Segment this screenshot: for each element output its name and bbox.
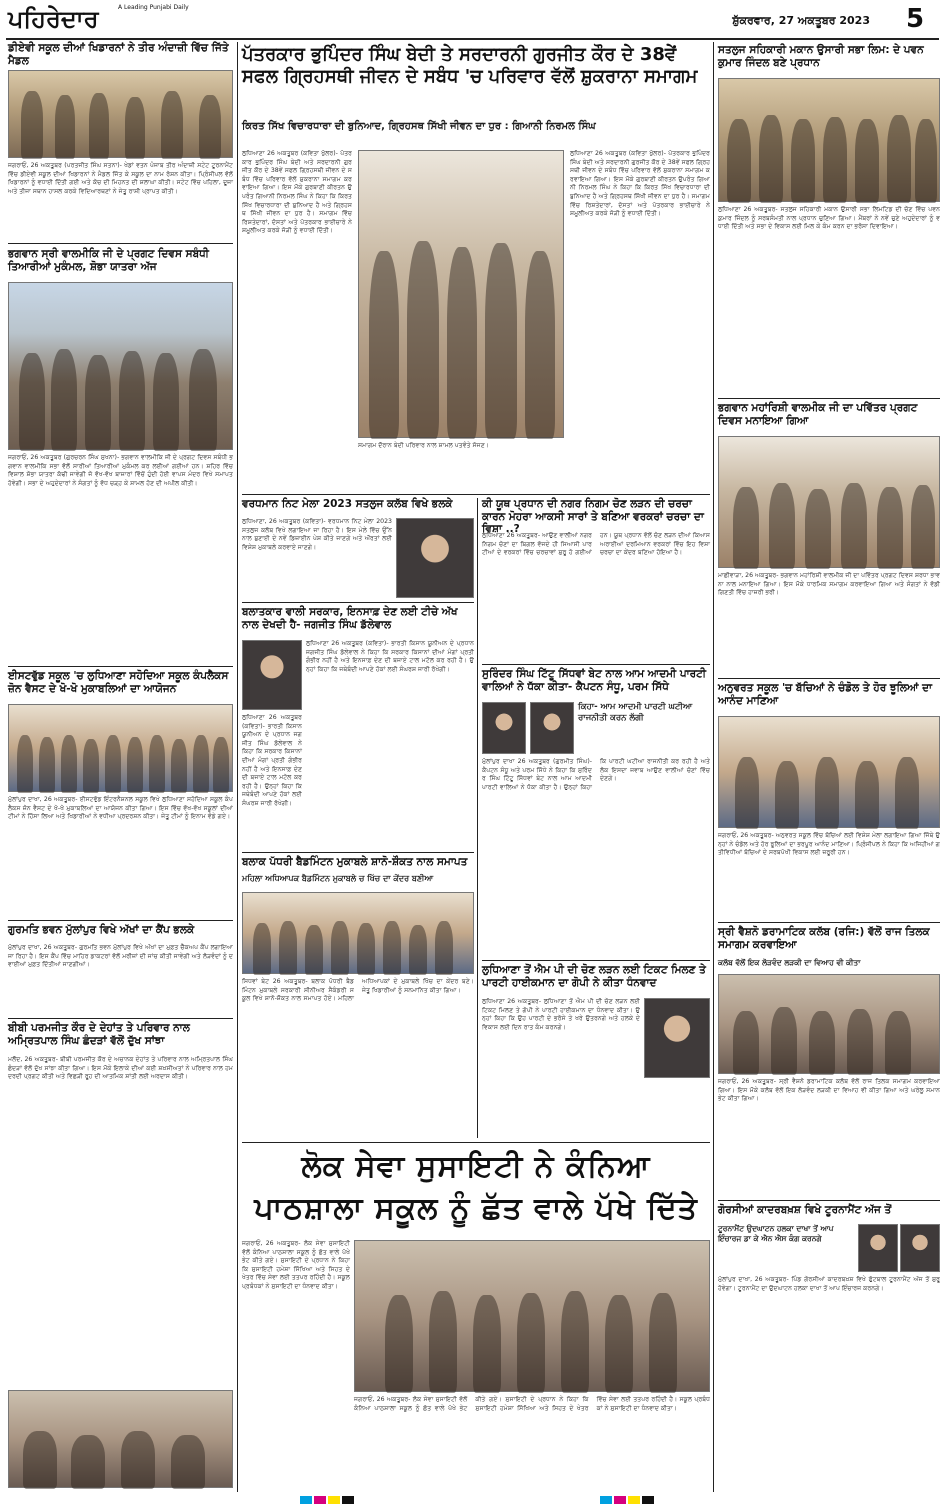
divider [482,664,710,665]
body-lead-story-col2: ਲੁਧਿਆਣਾ 26 ਅਕਤੂਬਰ (ਕਵਿਤਾ ਖੁੱਲਰ)- ਪੱਤਰਕਾਰ ਭੁਪਿੰਦਰ ਸਿੰਘ ਬੇਦੀ ਅਤੇ ਸਰਦਾਰਨੀ ਗੁਰਜੀਤ ਕੌਰ ਦੇ 38ਵੇਂ ਸਫਲ ਗ੍ਰਿਹਸਥੀ ਜੀਵਨ ਦੇ ਸਬੰਧ ਵਿੱਚ ਪਰਿਵਾਰ ਵੱਲੋਂ ਸ਼ੁਕਰਾਨਾ ਸਮਾਗਮ ਕਰਵਾਇਆ ਗਿਆ। ਇਸ ਮੌਕੇ ਗੁਰਬਾਣੀ ਕੀਰਤਨ ਉਪਰੰਤ ਗਿਆਨੀ ਨਿਰਮਲ ਸਿੰਘ ਨੇ ਕਿਹਾ ਕਿ ਕਿਰਤ ਸਿੱਖ ਵਿਚਾਰਧਾਰਾ ਦੀ ਬੁਨਿਆਦ ਹੈ ਅਤੇ ਗ੍ਰਿਹਸਥ ਸਿੱਖੀ ਜੀਵਨ ਦਾ ਧੁਰ ਹੈ। ਸਮਾਗਮ ਵਿੱਚ ਰਿਸ਼ਤੇਦਾਰਾਂ, ਦੋਸਤਾਂ ਅਤੇ ਪੱਤਰਕਾਰ ਭਾਈਚਾਰੇ ਨੇ ਸ਼ਮੂਲੀਅਤ ਕਰਕੇ ਜੋੜੀ ਨੂੰ ਵਧਾਈ ਦਿੱਤੀ। [570,150,710,218]
divider [242,1142,710,1143]
headline-condolence: ਬੀਬੀ ਪਰਮਜੀਤ ਕੌਰ ਦੇ ਦੇਹਾਂਤ ਤੇ ਪਰਿਵਾਰ ਨਾਲ ਅਮ੍ਰਿਤਪਾਲ ਸਿੰਘ ਛੰਦੜਾਂ ਵੱਲੋਂ ਦੁੱਖ ਸਾਂਝਾ [8,1022,190,1047]
headline-gopi: ਲੁਧਿਆਣਾ ਤੋਂ ਐਮ ਪੀ ਦੀ ਚੋਣ ਲੜਨ ਲਈ ਟਿਕਟ ਮਿਲਣ ਤੇ ਪਾਰਟੀ ਹਾਈਕਮਾਨ ਦਾ ਗੋਪੀ ਨੇ ਕੀਤਾ ਧੰਨਵਾਦ [482,964,706,989]
divider [718,678,940,679]
issue-date: ਸ਼ੁੱਕਰਵਾਰ, 27 ਅਕਤੂਬਰ 2023 [732,14,870,27]
photo-satluj-society [718,78,940,202]
headline-vaishno-club: ਸ੍ਰੀ ਵੈਸ਼ਨੋ ਡਰਾਮਾਟਿਕ ਕਲੱਬ (ਰਜਿ:) ਵੱਲੋਂ ਰਾਜ ਤਿਲਕ ਸਮਾਗਮ ਕਰਵਾਇਆ [718,926,930,951]
print-color-bar [600,1496,612,1504]
photo-badminton [242,892,474,974]
divider [8,243,233,244]
photo-vaishno-club [718,974,940,1074]
photo-gopi [644,998,710,1078]
photo-lead-story [358,150,564,438]
masthead-tagline: A Leading Punjabi Daily [118,4,189,11]
headline-tournament: ਗੋਰਸੀਆਂ ਕਾਦਰਬਖ਼ਸ਼ ਵਿਖੇ ਟੂਰਨਾਮੈਂਟ ਅੱਜ ਤੋਂ [718,1204,892,1216]
photo-condolence [8,1390,233,1488]
divider [482,960,710,961]
photo-tournament-2 [900,1224,940,1272]
body-valmiki-celebration: ਮਾਛੀਵਾੜਾ, 26 ਅਕਤੂਬਰ- ਭਗਵਾਨ ਮਹਾਂਰਿਸ਼ੀ ਵਾਲਮੀਕ ਜੀ ਦਾ ਪਵਿੱਤਰ ਪ੍ਰਗਟ ਦਿਵਸ ਸ਼ਰਧਾ ਭਾਵਨਾ ਨਾਲ ਮਨਾਇਆ ਗਿਆ। ਇਸ ਮੌਕੇ ਧਾਰਮਿਕ ਸਮਾਗਮ ਕਰਵਾਇਆ ਗਿਆ ਅਤੇ ਸੰਗਤਾਂ ਨੇ ਵੱਡੀ ਗਿਣਤੀ ਵਿੱਚ ਹਾਜ਼ਰੀ ਭਰੀ। [718,572,940,597]
divider [242,852,474,853]
caption-lead-story: ਸਮਾਗਮ ਦੌਰਾਨ ਬੇਦੀ ਪਰਿਵਾਰ ਨਾਲ ਸ਼ਾਮਲ ਪਤਵੰਤੇ ਸੱਜਣ। [358,442,489,449]
column-divider [477,498,478,1138]
headline-valmiki-celebration: ਭਗਵਾਨ ਮਹਾਂਰਿਸ਼ੀ ਵਾਲਮੀਕ ਜੀ ਦਾ ਪਵਿੱਤਰ ਪ੍ਰਗਟ ਦਿਵਸ ਮਨਾਇਆ ਗਿਆ [718,402,918,427]
body-eastwood-khokho: ਮੁੱਲਾਂਪੁਰ ਦਾਖਾ, 26 ਅਕਤੂਬਰ- ਈਸਟਵੁੱਡ ਇੰਟਰਨੈਸ਼ਨਲ ਸਕੂਲ ਵਿਖੇ ਲੁਧਿਆਣਾ ਸਹੋਦਿਆ ਸਕੂਲ ਕੰਪਲੈਕਸ ਜ਼ੋਨ ਵੈਸਟ ਦੇ ਖੋ-ਖੋ ਮੁਕਾਬਲਿਆਂ ਦਾ ਆਯੋਜਨ ਕੀਤਾ ਗਿਆ। ਇਸ ਵਿੱਚ ਵੱਖ-ਵੱਖ ਸਕੂਲਾਂ ਦੀਆਂ ਟੀਮਾਂ ਨੇ ਹਿੱਸਾ ਲਿਆ ਅਤੇ ਖਿਡਾਰੀਆਂ ਨੇ ਵਧੀਆ ਪ੍ਰਦਰਸ਼ਨ ਕੀਤਾ। ਜੇਤੂ ਟੀਮਾਂ ਨੂੰ ਇਨਾਮ ਵੰਡੇ ਗਏ। [8,796,233,821]
headline-anuvrat-school: ਅਨੁਵਰਤ ਸਕੂਲ 'ਚ ਬੱਚਿਆਂ ਨੇ ਚੰਡੋਲ ਤੇ ਹੋਰ ਝੂਲਿਆਂ ਦਾ ਆਨੰਦ ਮਾਣਿਆ [718,682,933,707]
print-color-bar [314,1496,326,1504]
masthead-rule [6,38,939,40]
photo-valmiki-prep [8,282,233,450]
headline-fans-donation: ਲੋਕ ਸੇਵਾ ਸੁਸਾਇਟੀ ਨੇ ਕੰਨਿਆ ਪਾਠਸ਼ਾਲਾ ਸਕੂਲ ਨੂੰ ਛੱਤ ਵਾਲੇ ਪੱਖੇ ਦਿੱਤੇ [254,1149,698,1226]
print-color-bar [300,1496,312,1504]
body-dav-archery: ਜਗਰਾਓਂ, 26 ਅਕਤੂਬਰ (ਪਰਤਜੀਤ ਸਿੰਘ ਸਤਨਾ)- ਖੇਡਾਂ ਵਤਨ ਪੰਜਾਬ ਤੀਰ ਅੰਦਾਜ਼ੀ ਸਟੇਟ ਟੂਰਨਾਮੈਂਟ ਵਿੱਚ ਡੀਏਵੀ ਸਕੂਲ ਦੀਆਂ ਖਿਡਾਰਨਾਂ ਨੇ ਮੈਡਲ ਜਿੱਤ ਕੇ ਸਕੂਲ ਦਾ ਨਾਮ ਰੋਸ਼ਨ ਕੀਤਾ। ਪ੍ਰਿੰਸੀਪਲ ਵੱਲੋਂ ਖਿਡਾਰਨਾਂ ਨੂੰ ਵਧਾਈ ਦਿੱਤੀ ਗਈ ਅਤੇ ਕੋਚ ਦੀ ਮਿਹਨਤ ਦੀ ਸ਼ਲਾਘਾ ਕੀਤੀ। ਸਟੇਟ ਵਿੱਚ ਪਹਿਲਾ, ਦੂਜਾ ਅਤੇ ਤੀਜਾ ਸਥਾਨ ਹਾਸਲ ਕਰਕੇ ਵਿਦਿਆਰਥਣਾਂ ਨੇ ਜੇਤੂ ਰਾਸ਼ੀ ਪ੍ਰਾਪਤ ਕੀਤੀ। [8,162,233,195]
body-gopi: ਲੁਧਿਆਣਾ 26 ਅਕਤੂਬਰ- ਲੁਧਿਆਣਾ ਤੋਂ ਐਮ ਪੀ ਦੀ ਚੋਣ ਲੜਨ ਲਈ ਟਿਕਟ ਮਿਲਣ ਤੇ ਗੋਪੀ ਨੇ ਪਾਰਟੀ ਹਾਈਕਮਾਨ ਦਾ ਧੰਨਵਾਦ ਕੀਤਾ। ਉਨ੍ਹਾਂ ਕਿਹਾ ਕਿ ਉਹ ਪਾਰਟੀ ਦੇ ਭਰੋਸੇ ਤੇ ਖਰੇ ਉਤਰਨਗੇ ਅਤੇ ਹਲਕੇ ਦੇ ਵਿਕਾਸ ਲਈ ਦਿਨ ਰਾਤ ਕੰਮ ਕਰਨਗੇ। [482,998,640,1031]
headline-dallewal: ਬਲਾਤਕਾਰ ਵਾਲੀ ਸਰਕਾਰ, ਇਨਸਾਫ਼ ਦੇਣ ਲਈ ਟੀਚੇ ਅੱਖ ਨਾਲ ਦੇਖਦੀ ਹੈ- ਜਗਜੀਤ ਸਿੰਘ ਡੱਲੇਵਾਲ [242,606,458,631]
headline-satluj-society: ਸਤਲੁਜ ਸਹਿਕਾਰੀ ਮਕਾਨ ਉਸਾਰੀ ਸਭਾ ਲਿਮ: ਦੇ ਪਵਨ ਕੁਮਾਰ ਜਿੰਦਲ ਬਣੇ ਪ੍ਰਧਾਨ [718,44,924,69]
photo-tournament-1 [858,1224,898,1272]
subhead-vaishno-club: ਕਲੱਬ ਵੱਲੋਂ ਇਕ ਲੋੜਵੰਦ ਲੜਕੀ ਦਾ ਵਿਆਹ ਵੀ ਕੀਤਾ [718,958,861,967]
divider [718,1200,940,1201]
subhead-lead-story: ਕਿਰਤ ਸਿੱਖ ਵਿਚਾਰਧਾਰਾ ਦੀ ਬੁਨਿਆਦ, ਗ੍ਰਿਹਸਥ ਸਿੱਖੀ ਜੀਵਨ ਦਾ ਧੁਰ : ਗਿਆਨੀ ਨਿਰਮਲ ਸਿੰਘ [242,121,596,132]
print-color-bar [342,1496,354,1504]
photo-anuvrat-school [718,716,940,828]
divider [242,602,474,603]
body-fans-donation: ਜਗਰਾਓਂ, 26 ਅਕਤੂਬਰ- ਲੋਕ ਸੇਵਾ ਸੁਸਾਇਟੀ ਵੱਲੋਂ ਕੰਨਿਆ ਪਾਠਸ਼ਾਲਾ ਸਕੂਲ ਨੂੰ ਛੱਤ ਵਾਲੇ ਪੱਖੇ ਭੇਟ ਕੀਤੇ ਗਏ। ਸੁਸਾਇਟੀ ਦੇ ਪ੍ਰਧਾਨ ਨੇ ਕਿਹਾ ਕਿ ਸੁਸਾਇਟੀ ਹਮੇਸ਼ਾ ਸਿੱਖਿਆ ਅਤੇ ਸਿਹਤ ਦੇ ਖੇਤਰ ਵਿੱਚ ਸੇਵਾ ਲਈ ਤਤਪਰ ਰਹਿੰਦੀ ਹੈ। ਸਕੂਲ ਪ੍ਰਬੰਧਕਾਂ ਨੇ ਸੁਸਾਇਟੀ ਦਾ ਧੰਨਵਾਦ ਕੀਤਾ। [354,1396,710,1412]
divider [8,1018,233,1019]
print-color-bar [328,1496,340,1504]
divider [8,666,233,667]
body-dallewal-cont: ਲੁਧਿਆਣਾ 26 ਅਕਤੂਬਰ (ਕਵਿਤਾ)- ਭਾਰਤੀ ਕਿਸਾਨ ਯੂਨੀਅਨ ਦੇ ਪ੍ਰਧਾਨ ਜਗਜੀਤ ਸਿੰਘ ਡੱਲੇਵਾਲ ਨੇ ਕਿਹਾ ਕਿ ਸਰਕਾਰ ਕਿਸਾਨਾਂ ਦੀਆਂ ਮੰਗਾਂ ਪ੍ਰਤੀ ਗੰਭੀਰ ਨਹੀਂ ਹੈ ਅਤੇ ਇਨਸਾਫ਼ ਦੇਣ ਦੀ ਬਜਾਏ ਟਾਲ ਮਟੋਲ ਕਰ ਰਹੀ ਹੈ। ਉਨ੍ਹਾਂ ਕਿਹਾ ਕਿ ਜਥੇਬੰਦੀ ਆਪਣੇ ਹੱਕਾਂ ਲਈ ਸੰਘਰਸ਼ ਜਾਰੀ ਰੱਖੇਗੀ। [242,714,302,807]
divider [8,920,233,921]
body-knit-mela: ਲੁਧਿਆਣਾ, 26 ਅਕਤੂਬਰ (ਕਵਿਤਾ)- ਵਰਧਮਾਨ ਨਿਟ ਮੇਲਾ 2023 ਸਤਲੁਜ ਕਲੱਬ ਵਿਖੇ ਲਗਾਇਆ ਜਾ ਰਿਹਾ ਹੈ। ਇਸ ਮੇਲੇ ਵਿੱਚ ਉੱਨ ਨਾਲ ਬੁਣਾਈ ਦੇ ਨਵੇਂ ਡਿਜ਼ਾਈਨ ਪੇਸ਼ ਕੀਤੇ ਜਾਣਗੇ ਅਤੇ ਔਰਤਾਂ ਲਈ ਵਿਸ਼ੇਸ਼ ਮੁਕਾਬਲੇ ਕਰਵਾਏ ਜਾਣਗੇ। [242,518,392,551]
body-valmiki-prep: ਜਗਰਾਓਂ, 26 ਅਕਤੂਬਰ (ਗੁਰਚਰਨ ਸਿੰਘ ਸੁਖਨਾ)- ਭਗਵਾਨ ਵਾਲਮੀਕਿ ਜੀ ਦੇ ਪ੍ਰਗਟ ਦਿਵਸ ਸਬੰਧੀ ਭਗਵਾਨ ਵਾਲਮੀਕਿ ਸਭਾ ਵੱਲੋਂ ਸਾਰੀਆਂ ਤਿਆਰੀਆਂ ਮੁਕੰਮਲ ਕਰ ਲਈਆਂ ਗਈਆਂ ਹਨ। ਸ਼ਹਿਰ ਵਿੱਚ ਵਿਸ਼ਾਲ ਸ਼ੋਭਾ ਯਾਤਰਾ ਕੱਢੀ ਜਾਵੇਗੀ ਜੋ ਵੱਖ-ਵੱਖ ਬਾਜ਼ਾਰਾਂ ਵਿੱਚੋਂ ਹੁੰਦੀ ਹੋਈ ਵਾਪਸ ਮੰਦਰ ਵਿਖੇ ਸਮਾਪਤ ਹੋਵੇਗੀ। ਸਭਾ ਦੇ ਅਹੁਦੇਦਾਰਾਂ ਨੇ ਸੰਗਤਾਂ ਨੂੰ ਵੱਧ ਚੜ੍ਹ ਕੇ ਸ਼ਾਮਲ ਹੋਣ ਦੀ ਅਪੀਲ ਕੀਤੀ। [8,454,233,487]
photo-dav-archery [8,70,233,158]
body-tournament: ਮੁੱਲਾਂਪੁਰ ਦਾਖਾ, 26 ਅਕਤੂਬਰ- ਪਿੰਡ ਗੋਰਸੀਆਂ ਕਾਦਰਬਖ਼ਸ਼ ਵਿਖੇ ਫੁੱਟਬਾਲ ਟੂਰਨਾਮੈਂਟ ਅੱਜ ਤੋਂ ਸ਼ੁਰੂ ਹੋਵੇਗਾ। ਟੂਰਨਾਮੈਂਟ ਦਾ ਉਦਘਾਟਨ ਹਲਕਾ ਦਾਖਾ ਤੋਂ ਆਪ ਇੰਚਾਰਜ ਕਰਨਗੇ। [718,1276,940,1292]
subhead-titu: ਕਿਹਾ- ਆਮ ਆਦਮੀ ਪਾਰਟੀ ਘਟੀਆ ਰਾਜਨੀਤੀ ਕਰਨ ਲੱਗੀ [578,702,693,724]
divider [242,494,710,495]
photo-dallewal [242,640,302,710]
photo-titu-1 [482,702,526,754]
headline-badminton: ਬਲਾਕ ਪੱਧਰੀ ਬੈਡਮਿੰਟਨ ਮੁਕਾਬਲੇ ਸ਼ਾਨੋ-ਸ਼ੌਕਤ ਨਾਲ ਸਮਾਪਤ [242,856,468,868]
masthead-title: ਪਹਿਰੇਦਾਰ [8,4,99,33]
body-titu: ਮੁੱਲਾਂਪੁਰ ਦਾਖਾ 26 ਅਕਤੂਬਰ (ਗੁਰਮੀਤ ਸਿੰਘ)- ਕੈਪਟਨ ਸੰਧੂ ਅਤੇ ਪਰਮ ਸਿੱਧੇ ਨੇ ਕਿਹਾ ਕਿ ਸੁਰਿੰਦਰ ਸਿੰਘ ਟਿੱਟੂ ਸਿੱਧਵਾਂ ਬੇਟ ਨਾਲ ਆਮ ਆਦਮੀ ਪਾਰਟੀ ਵਾਲਿਆਂ ਨੇ ਧੱਕਾ ਕੀਤਾ ਹੈ। ਉਨ੍ਹਾਂ ਕਿਹਾ ਕਿ ਪਾਰਟੀ ਘਟੀਆ ਰਾਜਨੀਤੀ ਕਰ ਰਹੀ ਹੈ ਅਤੇ ਲੋਕ ਇਸਦਾ ਜਵਾਬ ਆਉਣ ਵਾਲੀਆਂ ਚੋਣਾਂ ਵਿੱਚ ਦੇਣਗੇ। [482,758,710,791]
headline-eye-camp: ਗੁਰਮਤਿ ਭਵਨ ਮੁੱਲਾਂਪੁਰ ਵਿਖੇ ਅੱਖਾਂ ਦਾ ਕੈਂਪ ਭਲਕੇ [8,924,195,936]
subhead-badminton: ਮਹਿਲਾ ਅਧਿਆਪਕ ਬੈਡਮਿੰਟਨ ਮੁਕਾਬਲੇ ਚ ਖਿੱਚ ਦਾ ਕੇਂਦਰ ਬਣੀਆ [242,874,434,883]
divider [718,398,940,399]
body-vaishno-club: ਜਗਰਾਓਂ, 26 ਅਕਤੂਬਰ- ਸ੍ਰੀ ਵੈਸ਼ਨੋ ਡਰਾਮਾਟਿਕ ਕਲੱਬ ਵੱਲੋਂ ਰਾਜ ਤਿਲਕ ਸਮਾਗਮ ਕਰਵਾਇਆ ਗਿਆ। ਇਸ ਮੌਕੇ ਕਲੱਬ ਵੱਲੋਂ ਇਕ ਲੋੜਵੰਦ ਲੜਕੀ ਦਾ ਵਿਆਹ ਵੀ ਕੀਤਾ ਗਿਆ ਅਤੇ ਘਰੇਲੂ ਸਮਾਨ ਭੇਟ ਕੀਤਾ ਗਿਆ। [718,1078,940,1103]
headline-youth-president: ਕੀ ਯੂਥ ਪ੍ਰਧਾਨ ਦੀ ਨਗਰ ਨਿਗਮ ਚੋਣ ਲੜਨ ਦੀ ਚਰਚਾ ਕਾਰਨ ਮੋਹਰਾ ਆਕਸੀ ਸਾਰਾਂ ਤੇ ਬਣਿਆ ਵਰਕਰਾਂ ਚਰਚਾ ਦਾ ਵਿਸ਼ਾ ..? [482,498,704,536]
print-color-bar [614,1496,626,1504]
column-divider [237,42,238,1492]
headline-knit-mela: ਵਰਧਮਾਨ ਨਿਟ ਮੇਲਾ 2023 ਸਤਲੁਜ ਕਲੱਬ ਵਿਖੇ ਭਲਕੇ [242,498,453,510]
photo-fans-donation [354,1240,710,1392]
column-divider [713,42,714,1492]
photo-titu-2 [530,702,574,754]
headline-valmiki-prep: ਭਗਵਾਨ ਸ੍ਰੀ ਵਾਲਮੀਕਿ ਜੀ ਦੇ ਪ੍ਰਗਟ ਦਿਵਸ ਸਬੰਧੀ ਤਿਆਰੀਆਂ ਮੁਕੰਮਲ, ਸ਼ੋਭਾ ਯਾਤਰਾ ਅੱਜ [8,248,209,273]
subhead-tournament: ਟੂਰਨਾਮੈਂਟ ਉਦਘਾਟਨ ਹਲਕਾ ਦਾਖਾ ਤੋਂ ਆਪ ਇੰਚਾਰਜ ਡਾ ਕੇ ਐਨ ਐਸ ਕੰਗ ਕਰਨਗੇ [718,1224,834,1243]
body-lead-story-col1: ਲੁਧਿਆਣਾ 26 ਅਕਤੂਬਰ (ਕਵਿਤਾ ਖੁੱਲਰ)- ਪੱਤਰਕਾਰ ਭੁਪਿੰਦਰ ਸਿੰਘ ਬੇਦੀ ਅਤੇ ਸਰਦਾਰਨੀ ਗੁਰਜੀਤ ਕੌਰ ਦੇ 38ਵੇਂ ਸਫਲ ਗ੍ਰਿਹਸਥੀ ਜੀਵਨ ਦੇ ਸਬੰਧ ਵਿੱਚ ਪਰਿਵਾਰ ਵੱਲੋਂ ਸ਼ੁਕਰਾਨਾ ਸਮਾਗਮ ਕਰਵਾਇਆ ਗਿਆ। ਇਸ ਮੌਕੇ ਗੁਰਬਾਣੀ ਕੀਰਤਨ ਉਪਰੰਤ ਗਿਆਨੀ ਨਿਰਮਲ ਸਿੰਘ ਨੇ ਕਿਹਾ ਕਿ ਕਿਰਤ ਸਿੱਖ ਵਿਚਾਰਧਾਰਾ ਦੀ ਬੁਨਿਆਦ ਹੈ ਅਤੇ ਗ੍ਰਿਹਸਥ ਸਿੱਖੀ ਜੀਵਨ ਦਾ ਧੁਰ ਹੈ। ਸਮਾਗਮ ਵਿੱਚ ਰਿਸ਼ਤੇਦਾਰਾਂ, ਦੋਸਤਾਂ ਅਤੇ ਪੱਤਰਕਾਰ ਭਾਈਚਾਰੇ ਨੇ ਸ਼ਮੂਲੀਅਤ ਕਰਕੇ ਜੋੜੀ ਨੂੰ ਵਧਾਈ ਦਿੱਤੀ। [242,150,352,235]
print-color-bar [642,1496,654,1504]
body-satluj-society: ਲੁਧਿਆਣਾ 26 ਅਕਤੂਬਰ- ਸਤਲੁਜ ਸਹਿਕਾਰੀ ਮਕਾਨ ਉਸਾਰੀ ਸਭਾ ਲਿਮਟਿਡ ਦੀ ਚੋਣ ਵਿੱਚ ਪਵਨ ਕੁਮਾਰ ਜਿੰਦਲ ਨੂੰ ਸਰਬਸੰਮਤੀ ਨਾਲ ਪ੍ਰਧਾਨ ਚੁਣਿਆ ਗਿਆ। ਮੈਂਬਰਾਂ ਨੇ ਨਵੇਂ ਚੁਣੇ ਅਹੁਦੇਦਾਰਾਂ ਨੂੰ ਵਧਾਈ ਦਿੱਤੀ ਅਤੇ ਸਭਾ ਦੇ ਵਿਕਾਸ ਲਈ ਮਿਲ ਕੇ ਕੰਮ ਕਰਨ ਦਾ ਭਰੋਸਾ ਦਿਵਾਇਆ। [718,206,940,231]
headline-dav-archery: ਡੀਏਵੀ ਸਕੂਲ ਦੀਆਂ ਖਿਡਾਰਨਾਂ ਨੇ ਤੀਰ ਅੰਦਾਜ਼ੀ ਵਿੱਚ ਜਿੱਤੇ ਮੈਡਲ [8,42,229,67]
photo-valmiki-celebration [718,436,940,568]
photo-knit-mela [396,518,474,598]
body-badminton: ਸਿਧਵਾਂ ਬੇਟ 26 ਅਕਤੂਬਰ- ਬਲਾਕ ਪੱਧਰੀ ਬੈਡਮਿੰਟਨ ਮੁਕਾਬਲੇ ਸਰਕਾਰੀ ਸੀਨੀਅਰ ਸੈਕੰਡਰੀ ਸਕੂਲ ਵਿਖੇ ਸ਼ਾਨੋ-ਸ਼ੌਕਤ ਨਾਲ ਸਮਾਪਤ ਹੋਏ। ਮਹਿਲਾ ਅਧਿਆਪਕਾਂ ਦੇ ਮੁਕਾਬਲੇ ਖਿੱਚ ਦਾ ਕੇਂਦਰ ਬਣੇ। ਜੇਤੂ ਖਿਡਾਰੀਆਂ ਨੂੰ ਸਨਮਾਨਿਤ ਕੀਤਾ ਗਿਆ। [242,978,474,1003]
page-number: 5 [905,4,925,34]
print-color-bar [628,1496,640,1504]
headline-lead-story: ਪੱਤਰਕਾਰ ਭੁਪਿੰਦਰ ਸਿੰਘ ਬੇਦੀ ਤੇ ਸਰਦਾਰਨੀ ਗੁਰਜੀਤ ਕੌਰ ਦੇ 38ਵੇਂ ਸਫਲ ਗ੍ਰਿਹਸਥੀ ਜੀਵਨ ਦੇ ਸਬੰਧ 'ਚ ਪਰਿਵਾਰ ਵੱਲੋਂ ਸ਼ੁਕਰਾਨਾ ਸਮਾਗਮ [242,44,698,87]
body-eye-camp: ਮੁੱਲਾਂਪੁਰ ਦਾਖਾ, 26 ਅਕਤੂਬਰ- ਗੁਰਮਤਿ ਭਵਨ ਮੁੱਲਾਂਪੁਰ ਵਿਖੇ ਅੱਖਾਂ ਦਾ ਮੁਫ਼ਤ ਚੈੱਕਅਪ ਕੈਂਪ ਲਗਾਇਆ ਜਾ ਰਿਹਾ ਹੈ। ਇਸ ਕੈਂਪ ਵਿੱਚ ਮਾਹਿਰ ਡਾਕਟਰਾਂ ਵੱਲੋਂ ਮਰੀਜ਼ਾਂ ਦੀ ਜਾਂਚ ਕੀਤੀ ਜਾਵੇਗੀ ਅਤੇ ਲੋੜਵੰਦਾਂ ਨੂੰ ਦਵਾਈਆਂ ਮੁਫ਼ਤ ਦਿੱਤੀਆਂ ਜਾਣਗੀਆਂ। [8,944,233,969]
headline-eastwood-khokho: ਈਸਟਵੁੱਡ ਸਕੂਲ 'ਚ ਲੁਧਿਆਣਾ ਸਹੋਦਿਆ ਸਕੂਲ ਕੰਪਲੈਕਸ ਜ਼ੋਨ ਵੈਸਟ ਦੇ ਖੋ-ਖੋ ਮੁਕਾਬਲਿਆਂ ਦਾ ਆਯੋਜਨ [8,670,229,695]
body-condolence: ਮਲੌਦ, 26 ਅਕਤੂਬਰ- ਬੀਬੀ ਪਰਮਜੀਤ ਕੌਰ ਦੇ ਅਚਾਨਕ ਦੇਹਾਂਤ ਤੇ ਪਰਿਵਾਰ ਨਾਲ ਅਮ੍ਰਿਤਪਾਲ ਸਿੰਘ ਛੰਦੜਾਂ ਵੱਲੋਂ ਦੁੱਖ ਸਾਂਝਾ ਕੀਤਾ ਗਿਆ। ਇਸ ਮੌਕੇ ਇਲਾਕੇ ਦੀਆਂ ਕਈ ਸ਼ਖ਼ਸੀਅਤਾਂ ਨੇ ਪਰਿਵਾਰ ਨਾਲ ਹਮਦਰਦੀ ਪ੍ਰਗਟ ਕੀਤੀ ਅਤੇ ਵਿਛੜੀ ਰੂਹ ਦੀ ਆਤਮਿਕ ਸ਼ਾਂਤੀ ਲਈ ਅਰਦਾਸ ਕੀਤੀ। [8,1056,233,1081]
body-dallewal: ਲੁਧਿਆਣਾ 26 ਅਕਤੂਬਰ (ਕਵਿਤਾ)- ਭਾਰਤੀ ਕਿਸਾਨ ਯੂਨੀਅਨ ਦੇ ਪ੍ਰਧਾਨ ਜਗਜੀਤ ਸਿੰਘ ਡੱਲੇਵਾਲ ਨੇ ਕਿਹਾ ਕਿ ਸਰਕਾਰ ਕਿਸਾਨਾਂ ਦੀਆਂ ਮੰਗਾਂ ਪ੍ਰਤੀ ਗੰਭੀਰ ਨਹੀਂ ਹੈ ਅਤੇ ਇਨਸਾਫ਼ ਦੇਣ ਦੀ ਬਜਾਏ ਟਾਲ ਮਟੋਲ ਕਰ ਰਹੀ ਹੈ। ਉਨ੍ਹਾਂ ਕਿਹਾ ਕਿ ਜਥੇਬੰਦੀ ਆਪਣੇ ਹੱਕਾਂ ਲਈ ਸੰਘਰਸ਼ ਜਾਰੀ ਰੱਖੇਗੀ। [306,640,474,673]
headline-titu: ਸੁਰਿੰਦਰ ਸਿੰਘ ਟਿੱਟੂ ਸਿੱਧਵਾਂ ਬੇਟ ਨਾਲ ਆਮ ਆਦਮੀ ਪਾਰਟੀ ਵਾਲਿਆਂ ਨੇ ਧੱਕਾ ਕੀਤਾ- ਕੈਪਟਨ ਸੰਧੂ, ਪਰਮ ਸਿੱਧੇ [482,668,707,693]
photo-eastwood-khokho [8,704,233,792]
body-youth-president: ਲੁਧਿਆਣਾ 26 ਅਕਤੂਬਰ- ਆਉਣ ਵਾਲੀਆਂ ਨਗਰ ਨਿਗਮ ਚੋਣਾਂ ਦਾ ਬਿਗਲ ਵੱਜਦੇ ਹੀ ਸਿਆਸੀ ਪਾਰਟੀਆਂ ਦੇ ਵਰਕਰਾਂ ਵਿੱਚ ਚਰਚਾਵਾਂ ਸ਼ੁਰੂ ਹੋ ਗਈਆਂ ਹਨ। ਯੂਥ ਪ੍ਰਧਾਨ ਵੱਲੋਂ ਚੋਣ ਲੜਨ ਦੀਆਂ ਕਿਆਸਅਰਾਈਆਂ ਦਰਮਿਆਨ ਵਰਕਰਾਂ ਵਿੱਚ ਇਹ ਵਿਸ਼ਾ ਚਰਚਾ ਦਾ ਕੇਂਦਰ ਬਣਿਆ ਹੋਇਆ ਹੈ। [482,532,710,557]
body-fans-donation-col1: ਜਗਰਾਓਂ, 26 ਅਕਤੂਬਰ- ਲੋਕ ਸੇਵਾ ਸੁਸਾਇਟੀ ਵੱਲੋਂ ਕੰਨਿਆ ਪਾਠਸ਼ਾਲਾ ਸਕੂਲ ਨੂੰ ਛੱਤ ਵਾਲੇ ਪੱਖੇ ਭੇਟ ਕੀਤੇ ਗਏ। ਸੁਸਾਇਟੀ ਦੇ ਪ੍ਰਧਾਨ ਨੇ ਕਿਹਾ ਕਿ ਸੁਸਾਇਟੀ ਹਮੇਸ਼ਾ ਸਿੱਖਿਆ ਅਤੇ ਸਿਹਤ ਦੇ ਖੇਤਰ ਵਿੱਚ ਸੇਵਾ ਲਈ ਤਤਪਰ ਰਹਿੰਦੀ ਹੈ। ਸਕੂਲ ਪ੍ਰਬੰਧਕਾਂ ਨੇ ਸੁਸਾਇਟੀ ਦਾ ਧੰਨਵਾਦ ਕੀਤਾ। [242,1240,350,1290]
body-anuvrat-school: ਜਗਰਾਓਂ, 26 ਅਕਤੂਬਰ- ਅਨੁਵਰਤ ਸਕੂਲ ਵਿੱਚ ਬੱਚਿਆਂ ਲਈ ਵਿਸ਼ੇਸ਼ ਮੇਲਾ ਲਗਾਇਆ ਗਿਆ ਜਿੱਥੇ ਉਨ੍ਹਾਂ ਨੇ ਚੰਡੋਲ ਅਤੇ ਹੋਰ ਝੂਲਿਆਂ ਦਾ ਭਰਪੂਰ ਆਨੰਦ ਮਾਣਿਆ। ਪ੍ਰਿੰਸੀਪਲ ਨੇ ਕਿਹਾ ਕਿ ਅਜਿਹੀਆਂ ਗਤੀਵਿਧੀਆਂ ਬੱਚਿਆਂ ਦੇ ਸਰਬਪੱਖੀ ਵਿਕਾਸ ਲਈ ਜ਼ਰੂਰੀ ਹਨ। [718,832,940,857]
divider [718,922,940,923]
